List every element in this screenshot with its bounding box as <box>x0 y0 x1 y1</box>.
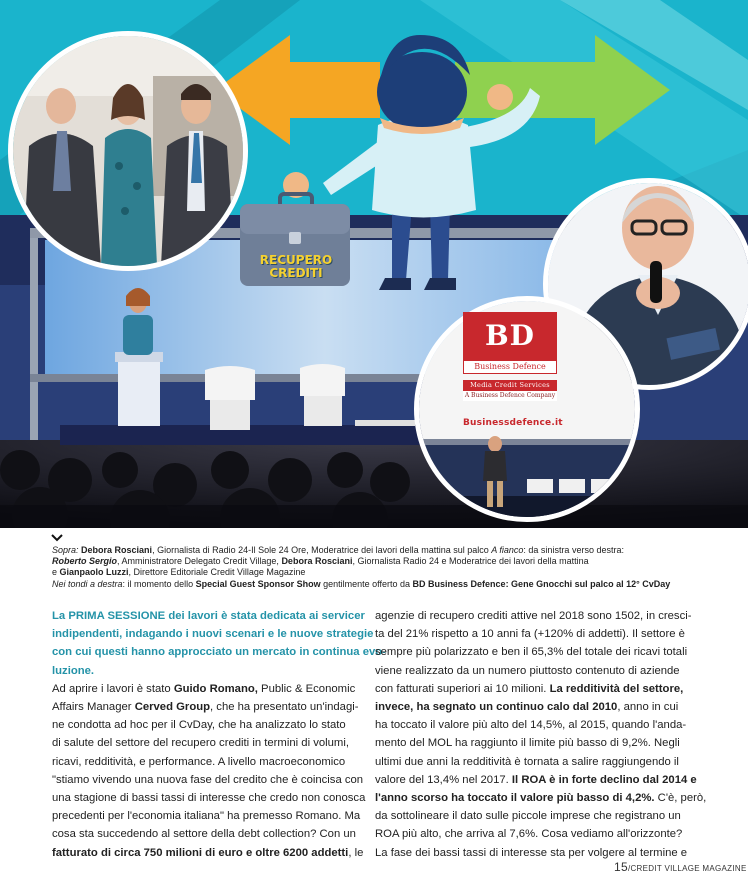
text-run: ROA più alto, che arriva al 7,6%. Cosa vediamo all'orizzonte? <box>375 828 683 841</box>
text-run: La fase dei bassi tassi di interesse sta per volgere al termine e <box>375 846 688 859</box>
text-run: : da sinistra verso destra: <box>523 545 624 555</box>
text-run: Gianpaolo Luzzi <box>59 567 129 578</box>
article-line <box>52 844 362 862</box>
caption-line <box>52 545 712 556</box>
article-line <box>52 698 362 716</box>
text-run: BD Business Defence: Gene Gnocchi sul palco al 12° CvDay <box>412 578 671 589</box>
text-run: invece, ha segnato un continuo calo dal 2010 <box>375 701 618 714</box>
text-run: Il ROA è in forte declino dal 2014 e <box>511 773 697 786</box>
text-run: fatturato di circa 750 milioni di euro e oltre 6200 addetti <box>52 846 349 859</box>
text-run: Nei tondi a destra <box>52 578 123 589</box>
text-run: Ad aprire i lavori è stato <box>52 682 174 695</box>
article-line <box>375 698 681 716</box>
article-line <box>375 716 687 734</box>
article-line <box>375 662 681 680</box>
article-line <box>375 825 681 843</box>
article-line <box>52 807 362 825</box>
text-run: , anno in cui <box>617 701 679 714</box>
text-run: C'è, però, <box>654 792 707 805</box>
text-run: da sottolineare il dato sulle piccole imprese che registrano un <box>375 810 681 823</box>
text-run: : il momento dello <box>122 578 196 589</box>
article-line <box>375 789 707 807</box>
text-run: valore del 13,4% nel 2017. <box>375 773 512 786</box>
text-run: , Direttore Editoriale Credit Village Magazine <box>128 567 306 578</box>
text-run: precedenti per l'economia italiana" ha premesso Romano. Ma <box>52 810 361 823</box>
article-line <box>52 825 362 843</box>
caption-line <box>52 579 712 590</box>
bd-logo: BD <box>463 312 557 360</box>
lead-line: luzione. <box>52 664 95 677</box>
text-run: Sopra: <box>52 545 82 555</box>
caption-line <box>52 567 712 578</box>
text-run: l'anno scorso ha toccato il valore più basso di 4,2%. <box>375 792 655 805</box>
bd-media-credit-services: Media Credit Services <box>463 380 557 391</box>
text-run: Cerved Group <box>134 701 211 714</box>
text-run: viene realizzato da un numero piuttosto contenuto di aziende <box>375 664 680 677</box>
photo-three-people <box>8 31 248 271</box>
text-run: sempre più polarizzato e ben il 65,3% del totale dei ricavi totali <box>375 646 688 659</box>
page-footer <box>614 860 747 874</box>
text-run: Debora Rosciani <box>81 545 153 555</box>
text-run: , Giornalista di Radio 24-Il Sole 24 Ore, Moderatrice dei lavori della mattina sul palco <box>152 545 492 555</box>
bd-logo-subtitle: Business Defence <box>463 360 557 374</box>
text-run: cosa sta succedendo al settore della debt collection? Con un <box>52 828 356 841</box>
text-run: ha toccato il valore più alto del 14,5%, al 2015, quando l'anda- <box>375 719 687 732</box>
article-line <box>375 643 688 661</box>
article-column-right <box>375 607 707 862</box>
article-line <box>52 734 362 752</box>
text-run: Special Guest Sponsor Show <box>195 578 321 589</box>
text-run: , Amministratore Delegato Credit Village, <box>117 556 282 567</box>
text-run: La redditività del settore, <box>549 682 684 695</box>
bd-url: Businessdefence.it <box>463 418 563 428</box>
text-run: mento del MOL ha raggiunto il limite più basso di 9,2%. Negli <box>375 737 680 750</box>
text-run: di salute del settore del recupero crediti in termini di volumi, <box>52 737 349 750</box>
article-body-left <box>52 680 366 862</box>
text-run: A fianco <box>491 545 524 555</box>
article-line <box>375 607 692 625</box>
text-run: "stiamo vivendo una nuova fase del credito che è coincisa con <box>52 773 364 786</box>
text-run: , Giornalista Radio 24 e Moderatrice dei lavori della mattina <box>352 556 589 567</box>
bd-tagline: A Business Defence Company <box>464 392 556 399</box>
article-line <box>375 753 681 771</box>
lead-line: con cui questi hanno approcciato un mercato in continua evo- <box>52 646 386 659</box>
text-run: una stagione di bassi tassi di interesse che credo non conosca <box>52 792 366 805</box>
text-run: Roberto Sergio <box>52 556 118 567</box>
briefcase-label: RECUPERO CREDITI <box>259 253 333 280</box>
text-run: gentilmente offerto da <box>320 578 413 589</box>
article-line <box>52 753 362 771</box>
text-run: agenzie di recupero crediti attive nel 2018 sono 1502, in cresci- <box>375 610 692 622</box>
text-run: Public & Economic <box>257 682 356 695</box>
article-line <box>375 625 685 643</box>
text-run: Affairs Manager <box>52 701 135 714</box>
magazine-name: CREDIT VILLAGE MAGAZINE <box>630 864 747 873</box>
photo-caption <box>52 545 712 590</box>
article-line <box>52 771 362 789</box>
text-run: , che ha presentato un'indagi- <box>210 701 359 714</box>
article-line <box>52 789 366 807</box>
page-number: 15 <box>614 860 628 874</box>
article-column-left <box>52 607 386 862</box>
article-line <box>375 734 681 752</box>
article-line <box>52 680 362 698</box>
chevron-down-icon <box>51 533 63 543</box>
caption-line <box>52 556 712 567</box>
article-line <box>375 807 681 825</box>
article-lead <box>52 607 386 680</box>
text-run: Guido Romano, <box>173 682 258 695</box>
text-run: ricavi, redditività, e performance. A livello macroeconomico <box>52 755 346 768</box>
text-run: ta del 21% rispetto a 10 anni fa (+120% di addetti). Il settore è <box>375 628 685 641</box>
text-run: con fatturati superiori ai 10 milioni. <box>375 682 550 695</box>
article-line <box>375 771 697 789</box>
lead-line: La PRIMA SESSIONE dei lavori è stata dedicata ai servicer <box>52 610 365 622</box>
article-line <box>52 716 362 734</box>
text-run: ne condotta ad hoc per il CvDay, che ha analizzato lo stato <box>52 719 346 732</box>
article-body-right <box>375 607 707 862</box>
text-run: Debora Rosciani <box>281 556 353 567</box>
lead-line: indipendenti, indagando i nuovi scenari e le nuove strategie <box>52 628 374 641</box>
text-run: , le <box>348 846 364 859</box>
article-line <box>375 680 684 698</box>
text-run: ultimi due anni la redditività è tornata a salire raggiungendo il <box>375 755 679 768</box>
text-run: e <box>52 567 60 578</box>
footer-separator: / <box>627 864 631 873</box>
